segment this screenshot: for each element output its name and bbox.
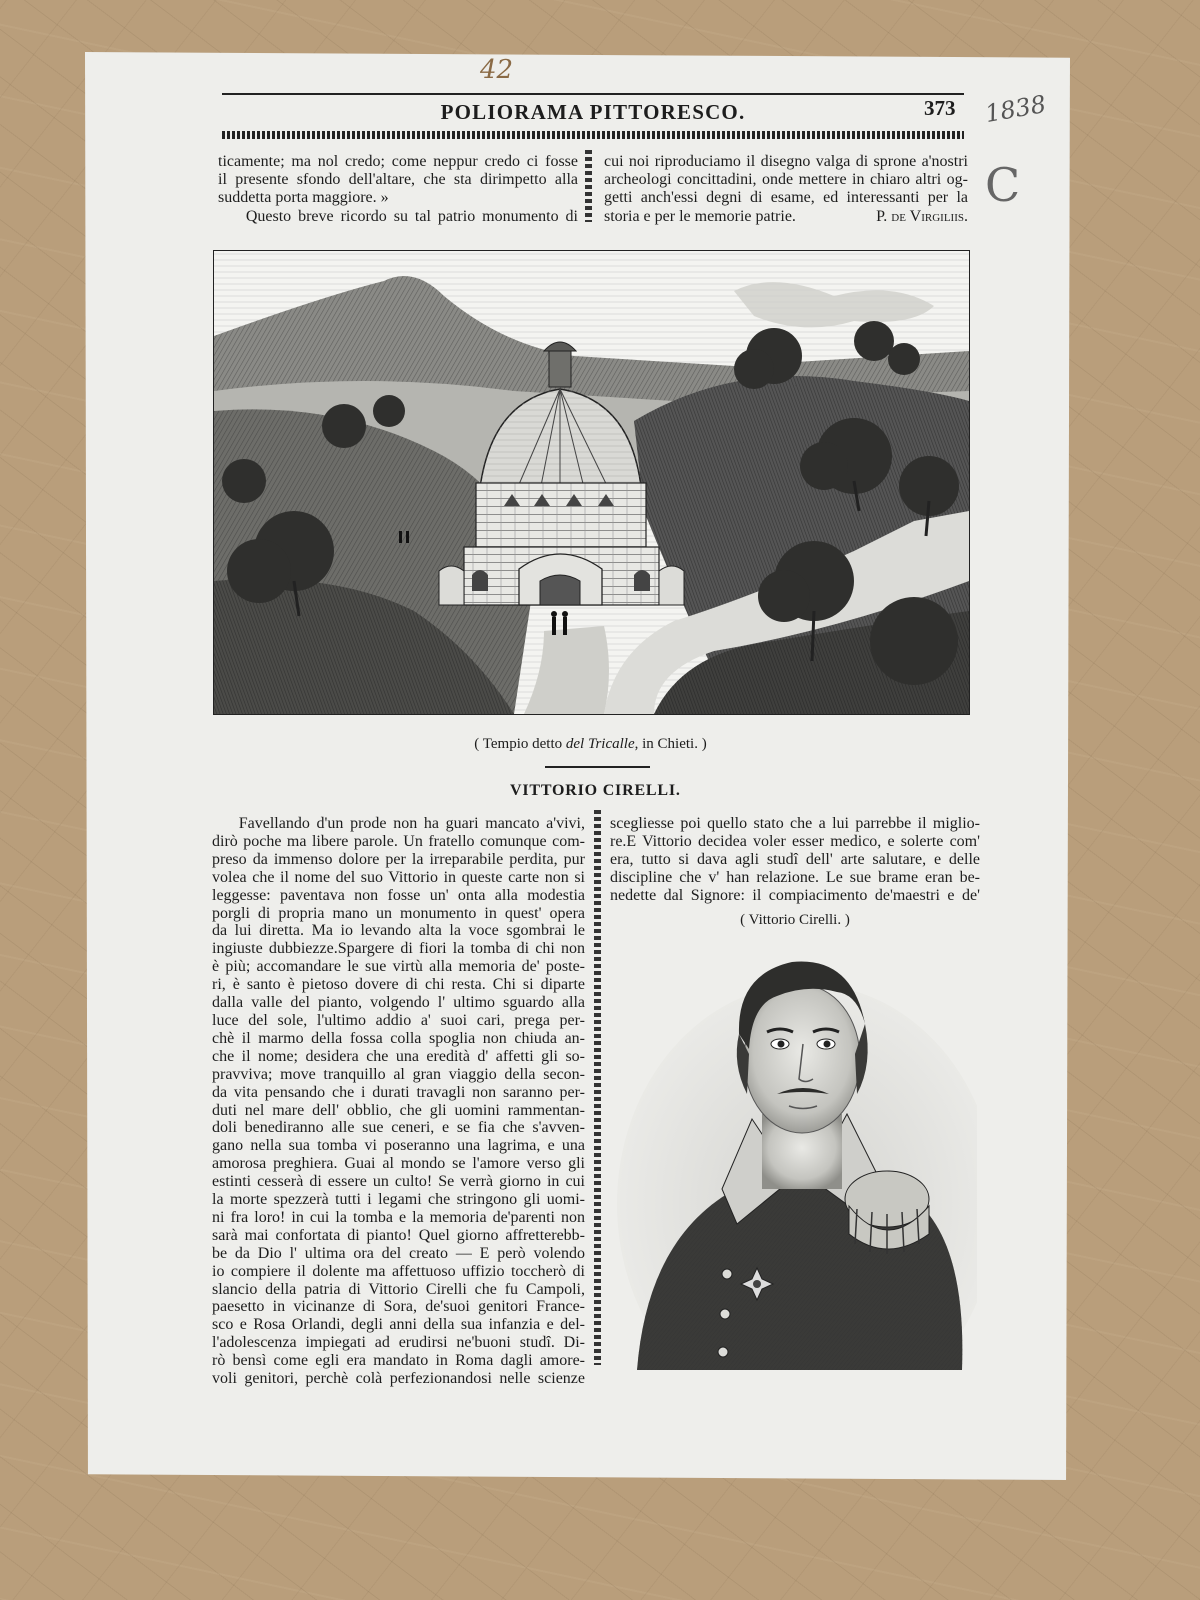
- text-line: Questo breve ricordo su tal patrio monumento di: [218, 207, 578, 225]
- text-line: voli genitori, perchè colà perfezionandosi nelle scienze: [212, 1370, 585, 1388]
- text-line: è più; accomandare le sue virtù alla memoria de' poste-: [212, 958, 585, 976]
- text-line: gano nella sua tomba vi poseranno una lagrima, e una: [212, 1137, 585, 1155]
- temple-engraving-illustration: [214, 251, 969, 714]
- text-line: il presente sfondo dell'altare, che sta dirimpetto alla: [218, 171, 578, 189]
- handwritten-page-mark: 42: [480, 55, 514, 85]
- engraving-temple-tricalle: [213, 250, 970, 715]
- text-line: ingiuste dubbiezze.Spargere di fiori la tomba di chi non: [212, 940, 585, 958]
- title-rule: [545, 766, 650, 768]
- column-divider: [594, 810, 601, 1365]
- text-line: ni fra loro! in cui la tomba e la memoria de'parenti non: [212, 1208, 585, 1226]
- text-line: discipline che v' han relazione. Le sue brame eran be-: [610, 868, 980, 886]
- text-line: be da Dio l' ultima ora del creato — E però volendo: [212, 1244, 585, 1262]
- text-line: chè il marmo della fossa colla spoglia non chiuda an-: [212, 1029, 585, 1047]
- ornamental-chain-rule: [222, 131, 964, 139]
- text-line: dalla valle del pianto, volgendo l' ultimo sguardo alla: [212, 994, 585, 1012]
- portrait-caption: ( Vittorio Cirelli. ): [740, 912, 850, 928]
- handwritten-year: 1838: [983, 89, 1049, 129]
- caption-italic: del Tricalle: [565, 736, 635, 752]
- text-line: preso da immenso dolore per la irreparabile perdita, pur: [212, 850, 585, 868]
- text-line: paesetto in vicinanze di Sora, de'suoi genitori France-: [212, 1298, 585, 1316]
- text-line: estinti cesserà di essere un culto! Se verrà giorno in cui: [212, 1173, 585, 1191]
- text-line: da vita pensando che i durati travagli non saranno per-: [212, 1083, 585, 1101]
- text-line: cui noi riproduciamo il disegno valga di sprone a'nostri: [604, 153, 968, 170]
- text-line: da lui diretta. Ma io levando alta la voce sgombrai le: [212, 922, 585, 940]
- top-right-column: [604, 153, 968, 226]
- article-left-column: [212, 815, 585, 1388]
- column-divider: [585, 150, 592, 222]
- portrait-illustration: [617, 944, 977, 1370]
- text-line: slancio della patria di Vittorio Cirelli che fu Campoli,: [212, 1280, 585, 1298]
- text-line: volea che il nome del suo Vittorio in queste carte non si: [212, 868, 585, 886]
- caption-prefix: ( Tempio detto: [474, 736, 566, 752]
- caption-suffix: , in Chieti. ): [634, 736, 707, 752]
- text-line: re.E Vittorio decidea voler esser medico, e solerte com': [610, 832, 980, 850]
- header-rule: [222, 93, 964, 95]
- text-line: l'adolescenza impiegati ad erudirsi ne'buoni studî. Di-: [212, 1334, 585, 1352]
- article-right-column: [610, 815, 980, 905]
- text-line: Favellando d'un prode non ha guari mancato a'vivi,: [212, 815, 585, 832]
- text-line: luce del sole, l'ultimo addio a' suoi cari, prega per-: [212, 1011, 585, 1029]
- text-line: suddetta porta maggiore. »: [218, 189, 389, 207]
- text-line: ri, è santo è pietoso dovere di chi resta. Chi si diparte: [212, 976, 585, 994]
- text-line: nedette dal Signore: il compiacimento de'maestri e de': [610, 886, 980, 904]
- page-number: 373: [924, 96, 956, 120]
- text-line: io compiere il dolente ma affettuoso uffizio toccherò di: [212, 1262, 585, 1280]
- portrait-vittorio-cirelli: [617, 944, 977, 1370]
- text-line: sco e Rosa Orlandi, degli anni della sua infanzia e del-: [212, 1316, 585, 1334]
- figure-caption-temple: [213, 736, 968, 753]
- text-line: rò bensì come egli era mandato in Roma dagli amore-: [212, 1352, 585, 1370]
- text-line: leggesse: paventava non fosse un' onta alla modestia: [212, 886, 585, 904]
- handwritten-letter: C: [985, 158, 1021, 212]
- text-line: duti nel mare dell' obblio, che gli uomini rammentan-: [212, 1101, 585, 1119]
- text-line: getti anch'essi degni di esame, ed interessanti per la: [604, 189, 968, 207]
- text-line: scegliesse poi quello stato che a lui parrebbe il miglio-: [610, 815, 980, 832]
- text-line: doli benediranno alle sue ceneri, e se fia che s'avven-: [212, 1119, 585, 1137]
- text-line: porgli di propria mano un monumento in quest' opera: [212, 904, 585, 922]
- text-line: amorosa preghiera. Guai al mondo se l'amore verso gli: [212, 1155, 585, 1173]
- running-title: POLIORAMA PITTORESCO.: [440, 100, 746, 124]
- text-line: la morte spezzerà tutti i legami che stringono gli uomi-: [212, 1191, 585, 1209]
- text-line: pravviva; move tranquillo al gran viaggio della secon-: [212, 1065, 585, 1083]
- top-left-column: [218, 153, 578, 226]
- text-line: archeologi concittadini, onde mettere in chiaro altri og-: [604, 171, 968, 189]
- author-signature: P. de Virgiliis.: [876, 207, 968, 225]
- text-line: ticamente; ma nol credo; come neppur credo ci fosse: [218, 153, 578, 170]
- article-title: VITTORIO CIRELLI.: [510, 782, 681, 799]
- text-line: era, tutto si dava agli studî dell' arte salutare, e delle: [610, 850, 980, 868]
- text-line: che il nome; desidera che una eredità d' affetti gli so-: [212, 1047, 585, 1065]
- text-line: sarà mai confortata di pianto! Quel giorno affretterebb-: [212, 1226, 585, 1244]
- text-line: dirò poche ma libere parole. Un fratello comunque com-: [212, 832, 585, 850]
- text-line-content: storia e per le memorie patrie.: [604, 207, 796, 225]
- text-line: [604, 208, 968, 226]
